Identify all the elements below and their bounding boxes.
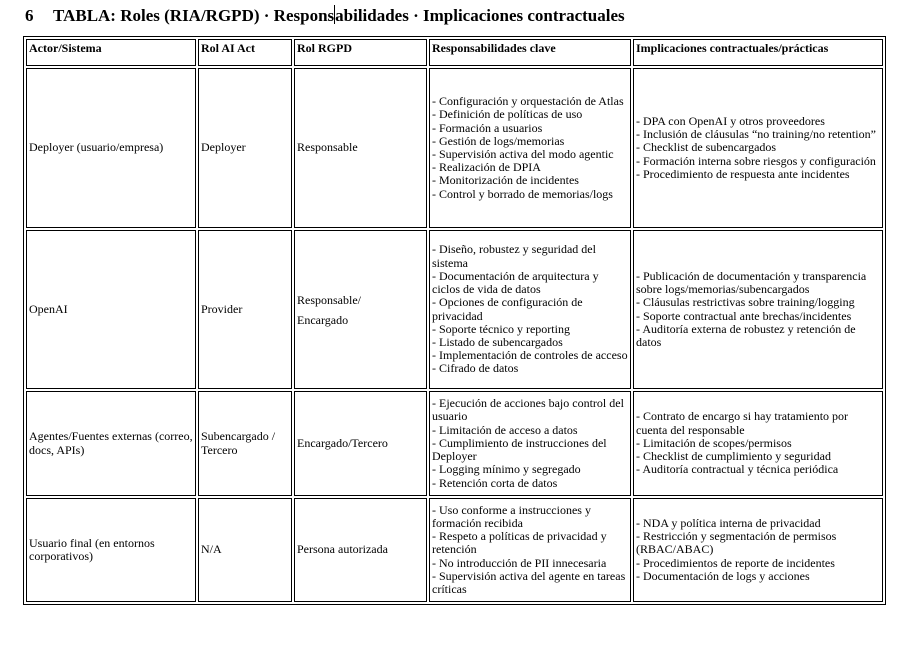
table-row: [26, 68, 883, 228]
table-row: [26, 230, 883, 389]
implication-item: - Checklist de cumplimiento y seguridad: [636, 449, 831, 464]
implications-cell: [633, 230, 883, 389]
responsibility-item: - Implementación de controles de acceso: [432, 348, 628, 363]
responsibility-item: - Supervisión activa del modo agentic: [432, 147, 614, 161]
responsibility-item: - Monitorización de incidentes: [432, 173, 579, 188]
header-ai-act-role: Rol AI Act: [198, 39, 292, 66]
responsibility-item: - Uso conforme a instrucciones y formación recibida: [432, 502, 591, 530]
section-title-part1: TABLA: Roles (RIA/RGPD) · Respons: [53, 6, 335, 25]
section-heading: [25, 5, 625, 26]
section-title-part2: abilidades · Implicaciones contractuales: [335, 6, 625, 25]
section-number: 6: [25, 6, 34, 25]
implication-item: - Cláusulas restrictivas sobre training/logging: [636, 295, 855, 310]
rgpd-role-line: Encargado: [297, 312, 349, 327]
rgpd-role-cell: Persona autorizada: [294, 498, 427, 602]
responsibilities-cell: [429, 391, 631, 496]
implication-item: - Documentación de logs y acciones: [636, 568, 810, 583]
implication-item: - Procedimiento de respuesta ante incidentes: [636, 166, 850, 181]
ai-act-role-cell: Provider: [198, 230, 292, 389]
responsibility-item: - Logging mínimo y segregado: [432, 462, 581, 477]
rgpd-role-line: Responsable/: [297, 292, 361, 307]
rgpd-role-cell: Encargado/Tercero: [294, 391, 427, 496]
implication-item: - Inclusión de cláusulas “no training/no retention”: [636, 127, 876, 142]
ai-act-role-cell: N/A: [198, 498, 292, 602]
responsibility-item: - Opciones de configuración de privacidad: [432, 295, 583, 323]
responsibilities-cell: [429, 498, 631, 602]
responsibility-item: - Respeto a políticas de privacidad y retención: [432, 529, 607, 557]
implication-item: - Restricción y segmentación de permisos (RBAC/ABAC): [636, 529, 837, 557]
implication-item: - Formación interna sobre riesgos y configuración: [636, 153, 876, 168]
responsibility-item: - Limitación de acceso a datos: [432, 422, 578, 437]
implication-item: - NDA y política interna de privacidad: [636, 515, 821, 530]
responsibility-item: - Control y borrado de memorias/logs: [432, 186, 613, 201]
implication-item: - Procedimientos de reporte de incidentes: [636, 555, 835, 570]
actor-cell: Agentes/Fuentes externas (correo, docs, APIs): [26, 391, 196, 496]
responsibility-item: - Ejecución de acciones bajo control del usuario: [432, 396, 624, 424]
implications-cell: [633, 391, 883, 496]
ai-act-role-cell: Subencargado / Tercero: [198, 391, 292, 496]
responsibility-item: - Configuración y orquestación de Atlas: [432, 94, 624, 109]
responsibility-item: - Gestión de logs/memorias: [432, 133, 565, 148]
roles-table: [23, 36, 886, 605]
implication-item: - Contrato de encargo si hay tratamiento por cuenta del responsable: [636, 409, 849, 437]
implication-item: - DPA con OpenAI y otros proveedores: [636, 113, 825, 128]
responsibilities-cell: [429, 68, 631, 228]
responsibility-item: - Retención corta de datos: [432, 475, 558, 490]
implications-cell: [633, 498, 883, 602]
rgpd-role-cell: Responsable: [294, 68, 427, 228]
responsibility-item: - Definición de políticas de uso: [432, 107, 583, 122]
actor-cell: Usuario final (en entornos corporativos): [26, 498, 196, 602]
implication-item: - Auditoría contractual y técnica periódica: [636, 462, 839, 477]
table-row: [26, 498, 883, 602]
responsibility-item: - Cifrado de datos: [432, 361, 519, 376]
actor-cell: OpenAI: [26, 230, 196, 389]
table-row: [26, 391, 883, 496]
header-responsibilities: Responsabilidades clave: [429, 39, 631, 66]
responsibility-item: - Documentación de arquitectura y ciclos de vida de datos: [432, 268, 599, 297]
responsibilities-cell: [429, 230, 631, 389]
implication-item: - Soporte contractual ante brechas/incidentes: [636, 308, 852, 323]
responsibility-item: - Cumplimiento de instrucciones del Deployer: [432, 435, 607, 464]
implication-item: - Auditoría externa de robustez y retención de datos: [636, 321, 856, 349]
roles-table-wrapper: [23, 36, 886, 605]
header-implications: Implicaciones contractuales/prácticas: [633, 39, 883, 66]
header-actor: Actor/Sistema: [26, 39, 196, 66]
table-header-row: [26, 39, 883, 66]
responsibility-item: - No introducción de PII innecesaria: [432, 555, 607, 570]
rgpd-role-cell: [294, 230, 427, 389]
implication-item: - Checklist de subencargados: [636, 140, 777, 155]
responsibility-item: - Listado de subencargados: [432, 334, 563, 349]
implication-item: - Publicación de documentación y transparencia sobre logs/memorias/subencargados: [636, 268, 867, 297]
actor-cell: Deployer (usuario/empresa): [26, 68, 196, 228]
responsibility-item: - Diseño, robustez y seguridad del sistema: [432, 242, 596, 270]
implication-item: - Limitación de scopes/permisos: [636, 435, 792, 450]
responsibility-item: - Realización de DPIA: [432, 160, 541, 175]
responsibility-item: - Soporte técnico y reporting: [432, 321, 570, 336]
ai-act-role-cell: Deployer: [198, 68, 292, 228]
implications-cell: [633, 68, 883, 228]
header-rgpd-role: Rol RGPD: [294, 39, 427, 66]
responsibility-item: - Supervisión activa del agente en tareas críticas: [432, 568, 626, 596]
responsibility-item: - Formación a usuarios: [432, 120, 543, 135]
